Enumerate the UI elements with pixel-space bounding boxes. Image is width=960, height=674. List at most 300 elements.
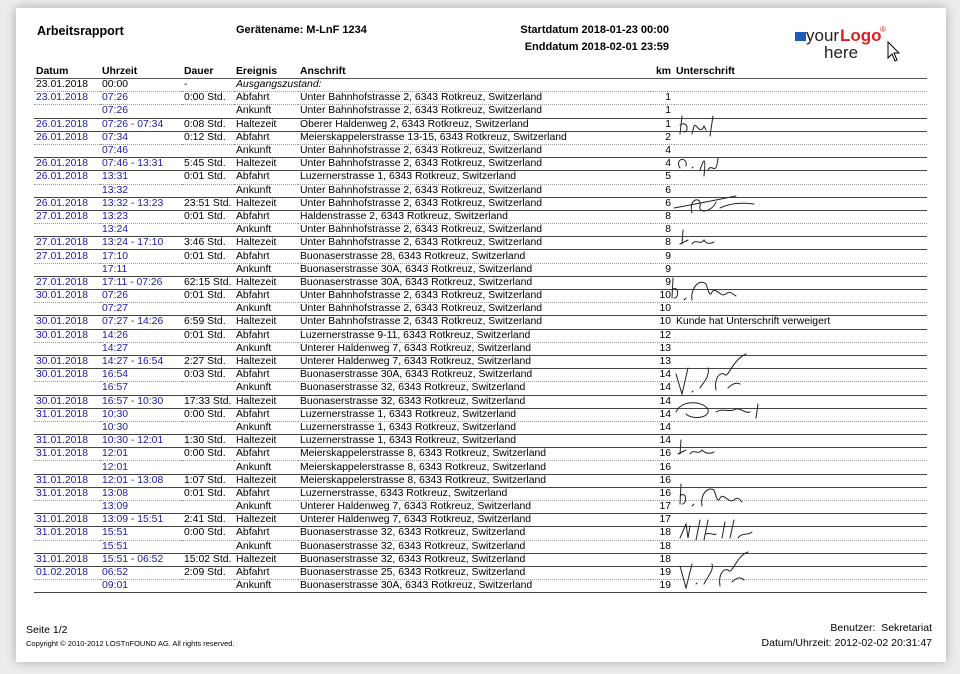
cell-anschrift: Meierskappelerstrasse 8, 6343 Rotkreuz, Switzerland <box>298 448 651 461</box>
cell-datum: 30.01.2018 <box>34 316 100 329</box>
cell-anschrift: Buonaserstrasse 32, 6343 Rotkreuz, Switzerland <box>298 395 651 408</box>
cell-anschrift: Unter Bahnhofstrasse 2, 6343 Rotkreuz, Switzerland <box>298 224 651 237</box>
cell-dauer <box>182 303 234 316</box>
cell-unterschrift <box>674 342 927 355</box>
table-row <box>34 435 927 448</box>
col-datum: Datum <box>34 65 100 79</box>
cell-km: 12 <box>651 329 674 342</box>
cell-ereignis: Haltezeit <box>234 316 298 329</box>
cell-km: 14 <box>651 382 674 395</box>
cell-km: 14 <box>651 408 674 421</box>
cell-ereignis: Ausgangszustand: <box>236 79 322 91</box>
col-dauer: Dauer <box>182 65 234 79</box>
datetime-label: Datum/Uhrzeit: <box>761 637 832 649</box>
col-uhrzeit: Uhrzeit <box>100 65 182 79</box>
cell-km: 1 <box>651 92 674 105</box>
table-row <box>34 171 927 184</box>
cell-uhrzeit: 10:30 <box>100 408 182 421</box>
cell-unterschrift <box>674 210 927 223</box>
cell-km: 8 <box>651 210 674 223</box>
table-row <box>34 487 927 500</box>
cell-ereignis: Abfahrt <box>234 131 298 144</box>
cell-km: 14 <box>651 435 674 448</box>
table-row <box>34 92 927 105</box>
cell-km: 1 <box>651 118 674 131</box>
cell-uhrzeit: 17:11 <box>100 263 182 276</box>
cell-km: 9 <box>651 250 674 263</box>
cell-km: 18 <box>651 553 674 566</box>
cell-unterschrift <box>674 382 927 395</box>
cell-dauer: 0:01 Std. <box>182 171 234 184</box>
cell-dauer <box>182 342 234 355</box>
cell-unterschrift <box>674 408 927 421</box>
cell-anschrift: Meierskappelerstrasse 13-15, 6343 Rotkreuz, Switzerland <box>298 131 651 144</box>
cell-datum: 27.01.2018 <box>34 250 100 263</box>
user-value: Sekretariat <box>881 622 932 634</box>
cell-km: 16 <box>651 461 674 474</box>
cell-dauer <box>182 184 234 197</box>
cell-anschrift: Unterer Haldenweg 7, 6343 Rotkreuz, Switzerland <box>298 514 651 527</box>
cell-dauer <box>182 144 234 157</box>
col-unterschrift: Unterschrift <box>674 65 927 79</box>
cell-ereignis: Ankunft <box>234 540 298 553</box>
cell-uhrzeit: 13:09 - 15:51 <box>100 514 182 527</box>
cell-dauer <box>182 421 234 434</box>
cell-anschrift: Unterer Haldenweg 7, 6343 Rotkreuz, Switzerland <box>298 355 651 368</box>
cell-km: 16 <box>651 474 674 487</box>
cell-dauer: 1:30 Std. <box>182 435 234 448</box>
cell-uhrzeit: 07:26 <box>100 105 182 118</box>
cell-dauer: 0:03 Std. <box>182 369 234 382</box>
cell-anschrift: Buonaserstrasse 30A, 6343 Rotkreuz, Switzerland <box>298 580 651 593</box>
cell-datum: 31.01.2018 <box>34 474 100 487</box>
cell-ereignis: Haltezeit <box>234 435 298 448</box>
cell-uhrzeit: 17:11 - 07:26 <box>100 276 182 289</box>
cell-dauer: - <box>182 79 234 92</box>
cell-anschrift: Unter Bahnhofstrasse 2, 6343 Rotkreuz, Switzerland <box>298 105 651 118</box>
cell-km: 18 <box>651 527 674 540</box>
cell-unterschrift <box>674 105 927 118</box>
table-row <box>34 408 927 421</box>
cell-uhrzeit: 13:09 <box>100 501 182 514</box>
cursor-arrow-icon <box>888 42 899 61</box>
table-row <box>34 131 927 144</box>
cell-unterschrift <box>674 184 927 197</box>
table-row <box>34 210 927 223</box>
cell-anschrift: Oberer Haldenweg 2, 6343 Rotkreuz, Switzerland <box>298 118 651 131</box>
cell-uhrzeit: 12:01 <box>100 448 182 461</box>
cell-km: 9 <box>651 263 674 276</box>
cell-dauer <box>182 461 234 474</box>
cell-unterschrift <box>674 355 927 368</box>
cell-datum: 01.02.2018 <box>34 566 100 579</box>
cell-uhrzeit: 13:32 <box>100 184 182 197</box>
cell-anschrift: Buonaserstrasse 30A, 6343 Rotkreuz, Switzerland <box>298 263 651 276</box>
cell-km: 16 <box>651 448 674 461</box>
cell-anschrift: Buonaserstrasse 30A, 6343 Rotkreuz, Switzerland <box>298 369 651 382</box>
footer-datetime <box>762 636 932 651</box>
cell-datum <box>34 184 100 197</box>
cell-ereignis: Abfahrt <box>234 448 298 461</box>
cell-anschrift: Unterer Haldenweg 7, 6343 Rotkreuz, Switzerland <box>298 501 651 514</box>
table-row <box>34 395 927 408</box>
table-row <box>34 580 927 593</box>
cell-km: 8 <box>651 224 674 237</box>
cell-dauer: 5:45 Std. <box>182 158 234 171</box>
cell-uhrzeit: 14:27 <box>100 342 182 355</box>
cell-anschrift: Unter Bahnhofstrasse 2, 6343 Rotkreuz, Switzerland <box>298 144 651 157</box>
cell-uhrzeit: 16:57 <box>100 382 182 395</box>
cell-ereignis: Abfahrt <box>234 171 298 184</box>
cell-unterschrift <box>674 118 927 131</box>
table-row <box>34 105 927 118</box>
cell-datum <box>34 303 100 316</box>
cell-uhrzeit: 16:57 - 10:30 <box>100 395 182 408</box>
cell-uhrzeit: 15:51 - 06:52 <box>100 553 182 566</box>
cell-km: 13 <box>651 342 674 355</box>
cell-datum: 27.01.2018 <box>34 276 100 289</box>
cell-ereignis: Ankunft <box>234 461 298 474</box>
cell-km: 1 <box>651 105 674 118</box>
table-row <box>34 474 927 487</box>
cell-datum: 31.01.2018 <box>34 487 100 500</box>
cell-unterschrift: Kunde hat Unterschrift verweigert <box>674 316 927 329</box>
cell-ereignis: Ankunft <box>234 580 298 593</box>
datetime-value: 2012-02-02 20:31:47 <box>834 637 932 649</box>
cell-ereignis: Ankunft <box>234 184 298 197</box>
cell-unterschrift <box>674 435 927 448</box>
cell-dauer: 0:00 Std. <box>182 408 234 421</box>
cell-uhrzeit: 16:54 <box>100 369 182 382</box>
cell-datum <box>34 501 100 514</box>
cell-datum <box>34 342 100 355</box>
cell-unterschrift <box>674 250 927 263</box>
cell-anschrift: Buonaserstrasse 30A, 6343 Rotkreuz, Switzerland <box>298 276 651 289</box>
cell-datum: 26.01.2018 <box>34 131 100 144</box>
cell-ereignis: Haltezeit <box>234 158 298 171</box>
cell-ereignis: Haltezeit <box>234 514 298 527</box>
logo-square-icon <box>795 32 806 41</box>
cell-datum <box>34 580 100 593</box>
logo-registered: ® <box>880 25 886 34</box>
cell-km: 5 <box>651 171 674 184</box>
table-row <box>34 342 927 355</box>
cell-anschrift: Unterer Haldenweg 7, 6343 Rotkreuz, Switzerland <box>298 342 651 355</box>
start-date: Startdatum 2018-01-23 00:00 <box>520 24 669 36</box>
cell-datum: 23.01.2018 <box>34 79 100 92</box>
cell-anschrift: Unter Bahnhofstrasse 2, 6343 Rotkreuz, Switzerland <box>298 290 651 303</box>
cell-ereignis: Abfahrt <box>234 210 298 223</box>
cell-dauer <box>182 580 234 593</box>
cell-uhrzeit: 07:27 - 14:26 <box>100 316 182 329</box>
cell-unterschrift <box>674 158 927 171</box>
cell-uhrzeit: 07:26 <box>100 92 182 105</box>
cell-anschrift: Buonaserstrasse 32, 6343 Rotkreuz, Switzerland <box>298 553 651 566</box>
cell-ereignis: Abfahrt <box>234 290 298 303</box>
end-date: Enddatum 2018-02-01 23:59 <box>524 41 669 53</box>
logo-here: here <box>824 43 859 62</box>
cell-uhrzeit: 13:32 - 13:23 <box>100 197 182 210</box>
cell-anschrift: Haldenstrasse 2, 6343 Rotkreuz, Switzerland <box>298 210 651 223</box>
cell-unterschrift <box>674 527 927 540</box>
cell-dauer: 0:08 Std. <box>182 118 234 131</box>
cell-ereignis: Haltezeit <box>234 237 298 250</box>
cell-km: 10 <box>651 290 674 303</box>
cell-km: 9 <box>651 276 674 289</box>
cell-uhrzeit: 10:30 - 12:01 <box>100 435 182 448</box>
cell-dauer <box>182 263 234 276</box>
cell-dauer: 1:07 Std. <box>182 474 234 487</box>
cell-ereignis: Haltezeit <box>234 474 298 487</box>
cell-uhrzeit: 13:31 <box>100 171 182 184</box>
cell-dauer: 2:09 Std. <box>182 566 234 579</box>
cell-datum: 31.01.2018 <box>34 448 100 461</box>
report-title: Arbeitsrapport <box>37 24 124 38</box>
cell-uhrzeit: 13:23 <box>100 210 182 223</box>
cell-datum: 30.01.2018 <box>34 355 100 368</box>
cell-km: 6 <box>651 197 674 210</box>
cell-dauer <box>182 105 234 118</box>
cell-km <box>651 79 674 92</box>
cell-km: 19 <box>651 580 674 593</box>
cell-unterschrift <box>674 369 927 382</box>
cell-ereignis: Haltezeit <box>234 276 298 289</box>
cell-datum <box>34 540 100 553</box>
cell-datum: 27.01.2018 <box>34 210 100 223</box>
cell-datum: 26.01.2018 <box>34 197 100 210</box>
cell-datum <box>34 105 100 118</box>
cell-dauer: 2:27 Std. <box>182 355 234 368</box>
cell-anschrift: Meierskappelerstrasse 8, 6343 Rotkreuz, Switzerland <box>298 474 651 487</box>
cell-datum: 30.01.2018 <box>34 395 100 408</box>
table-row <box>34 118 927 131</box>
cell-ereignis: Haltezeit <box>234 197 298 210</box>
cell-dauer: 0:01 Std. <box>182 290 234 303</box>
cell-dauer: 6:59 Std. <box>182 316 234 329</box>
cell-anschrift <box>298 79 651 92</box>
cell-ereignis: Abfahrt <box>234 329 298 342</box>
cell-dauer: 23:51 Std. <box>182 197 234 210</box>
cell-anschrift: Buonaserstrasse 28, 6343 Rotkreuz, Switzerland <box>298 250 651 263</box>
table-header-row <box>34 65 927 79</box>
date-range <box>516 22 669 56</box>
cell-unterschrift <box>674 580 927 593</box>
cell-anschrift: Luzernerstrasse 9-11, 6343 Rotkreuz, Switzerland <box>298 329 651 342</box>
cell-unterschrift <box>674 171 927 184</box>
cell-uhrzeit: 14:26 <box>100 329 182 342</box>
cell-km: 8 <box>651 237 674 250</box>
cell-anschrift: Buonaserstrasse 32, 6343 Rotkreuz, Switzerland <box>298 382 651 395</box>
cell-dauer <box>182 224 234 237</box>
cell-datum <box>34 421 100 434</box>
cell-ereignis: Abfahrt <box>234 487 298 500</box>
cell-dauer: 0:01 Std. <box>182 250 234 263</box>
cell-anschrift: Luzernerstrasse, 6343 Rotkreuz, Switzerland <box>298 487 651 500</box>
table-row <box>34 197 927 210</box>
table-row <box>34 144 927 157</box>
cell-datum: 26.01.2018 <box>34 158 100 171</box>
cell-dauer <box>182 382 234 395</box>
cell-unterschrift <box>674 276 927 289</box>
cell-dauer: 3:46 Std. <box>182 237 234 250</box>
cell-anschrift: Meierskappelerstrasse 8, 6343 Rotkreuz, Switzerland <box>298 461 651 474</box>
cell-datum: 27.01.2018 <box>34 237 100 250</box>
user-label: Benutzer: <box>830 622 876 634</box>
cell-ereignis: Ankunft <box>234 342 298 355</box>
cell-km: 14 <box>651 421 674 434</box>
cell-uhrzeit: 06:52 <box>100 566 182 579</box>
cell-unterschrift <box>674 224 927 237</box>
cell-unterschrift <box>674 501 927 514</box>
cell-ereignis: Abfahrt <box>234 527 298 540</box>
table-row <box>34 421 927 434</box>
cell-ereignis: Ankunft <box>234 303 298 316</box>
cell-unterschrift <box>674 237 927 250</box>
cell-dauer: 0:00 Std. <box>182 527 234 540</box>
cell-km: 17 <box>651 501 674 514</box>
cell-unterschrift <box>674 131 927 144</box>
cell-uhrzeit: 10:30 <box>100 421 182 434</box>
cell-dauer: 0:01 Std. <box>182 329 234 342</box>
cell-unterschrift <box>674 290 927 303</box>
cell-unterschrift <box>674 92 927 105</box>
cell-anschrift: Unter Bahnhofstrasse 2, 6343 Rotkreuz, Switzerland <box>298 184 651 197</box>
table-row <box>34 184 927 197</box>
cell-uhrzeit: 07:26 <box>100 290 182 303</box>
cell-ereignis: Abfahrt <box>234 566 298 579</box>
cell-datum: 30.01.2018 <box>34 290 100 303</box>
table-row <box>34 501 927 514</box>
cell-datum: 30.01.2018 <box>34 329 100 342</box>
table-row <box>34 79 927 92</box>
cell-unterschrift <box>674 461 927 474</box>
cell-datum <box>34 382 100 395</box>
cell-km: 14 <box>651 369 674 382</box>
cell-km: 18 <box>651 540 674 553</box>
table-row <box>34 158 927 171</box>
footer-meta <box>762 621 932 651</box>
cell-anschrift: Luzernerstrasse 1, 6343 Rotkreuz, Switzerland <box>298 171 651 184</box>
table-row <box>34 382 927 395</box>
cell-unterschrift <box>674 197 927 210</box>
device-name: Gerätename: M-LnF 1234 <box>236 24 367 36</box>
cell-unterschrift <box>674 487 927 500</box>
cell-km: 6 <box>651 184 674 197</box>
cell-ereignis: Ankunft <box>234 382 298 395</box>
cell-uhrzeit: 14:27 - 16:54 <box>100 355 182 368</box>
cell-datum: 31.01.2018 <box>34 527 100 540</box>
table-row <box>34 224 927 237</box>
cell-unterschrift <box>674 540 927 553</box>
cell-anschrift: Unter Bahnhofstrasse 2, 6343 Rotkreuz, Switzerland <box>298 316 651 329</box>
cell-unterschrift <box>674 514 927 527</box>
cell-unterschrift <box>674 553 927 566</box>
cell-dauer: 0:01 Std. <box>182 487 234 500</box>
cell-ereignis: Abfahrt <box>234 92 298 105</box>
cell-dauer <box>182 501 234 514</box>
page-number: Seite 1/2 <box>26 624 68 636</box>
cell-ereignis: Abfahrt <box>234 250 298 263</box>
cell-km: 14 <box>651 395 674 408</box>
cell-km: 16 <box>651 487 674 500</box>
cell-ereignis: Ankunft <box>234 501 298 514</box>
logo-logo: Logo <box>840 26 882 45</box>
cell-uhrzeit: 12:01 <box>100 461 182 474</box>
cell-uhrzeit: 07:27 <box>100 303 182 316</box>
table-row <box>34 329 927 342</box>
cell-anschrift: Unter Bahnhofstrasse 2, 6343 Rotkreuz, Switzerland <box>298 303 651 316</box>
cell-ereignis: Ankunft <box>234 105 298 118</box>
cell-uhrzeit: 07:46 <box>100 144 182 157</box>
cell-ereignis: Haltezeit <box>234 553 298 566</box>
cell-dauer: 0:00 Std. <box>182 448 234 461</box>
cell-ereignis: Abfahrt <box>234 408 298 421</box>
cell-ereignis: Ankunft <box>234 224 298 237</box>
cell-unterschrift <box>674 303 927 316</box>
cell-datum <box>34 224 100 237</box>
table-row <box>34 290 927 303</box>
cell-unterschrift <box>674 263 927 276</box>
cell-ereignis: Ankunft <box>234 421 298 434</box>
cell-dauer <box>182 540 234 553</box>
copyright: Copyright © 2010-2012 LOSTnFOUND AG. All rights reserved. <box>26 639 235 648</box>
col-km: km <box>651 65 674 79</box>
cell-dauer: 0:12 Std. <box>182 131 234 144</box>
cell-dauer: 62:15 Std. <box>182 276 234 289</box>
cell-ereignis: Haltezeit <box>234 395 298 408</box>
cell-unterschrift <box>674 329 927 342</box>
company-logo <box>794 20 914 64</box>
cell-datum: 31.01.2018 <box>34 408 100 421</box>
cell-km: 17 <box>651 514 674 527</box>
cell-anschrift: Unter Bahnhofstrasse 2, 6343 Rotkreuz, Switzerland <box>298 92 651 105</box>
col-anschrift: Anschrift <box>298 65 651 79</box>
cell-uhrzeit: 13:08 <box>100 487 182 500</box>
table-row <box>34 355 927 368</box>
table-row <box>34 527 927 540</box>
cell-datum <box>34 461 100 474</box>
col-ereignis: Ereignis <box>234 65 298 79</box>
table-row <box>34 540 927 553</box>
cell-dauer: 0:01 Std. <box>182 210 234 223</box>
cell-ereignis: Haltezeit <box>234 118 298 131</box>
cell-km: 4 <box>651 144 674 157</box>
cell-ereignis: Haltezeit <box>234 355 298 368</box>
cell-unterschrift <box>674 474 927 487</box>
cell-datum: 26.01.2018 <box>34 118 100 131</box>
table-row <box>34 316 927 329</box>
cell-km: 10 <box>651 303 674 316</box>
table-row <box>34 448 927 461</box>
cell-anschrift: Unter Bahnhofstrasse 2, 6343 Rotkreuz, Switzerland <box>298 237 651 250</box>
cell-km: 13 <box>651 355 674 368</box>
cell-datum <box>34 144 100 157</box>
cell-uhrzeit: 15:51 <box>100 540 182 553</box>
table-row <box>34 237 927 250</box>
cell-km: 10 <box>651 316 674 329</box>
cell-datum: 23.01.2018 <box>34 92 100 105</box>
cell-datum: 31.01.2018 <box>34 514 100 527</box>
cell-datum: 30.01.2018 <box>34 369 100 382</box>
report-sheet <box>16 8 946 662</box>
table-row <box>34 263 927 276</box>
table-row <box>34 276 927 289</box>
cell-anschrift: Buonaserstrasse 32, 6343 Rotkreuz, Switzerland <box>298 540 651 553</box>
cell-km: 19 <box>651 566 674 579</box>
cell-dauer: 2:41 Std. <box>182 514 234 527</box>
cell-anschrift: Luzernerstrasse 1, 6343 Rotkreuz, Switzerland <box>298 435 651 448</box>
cell-unterschrift <box>674 79 927 92</box>
